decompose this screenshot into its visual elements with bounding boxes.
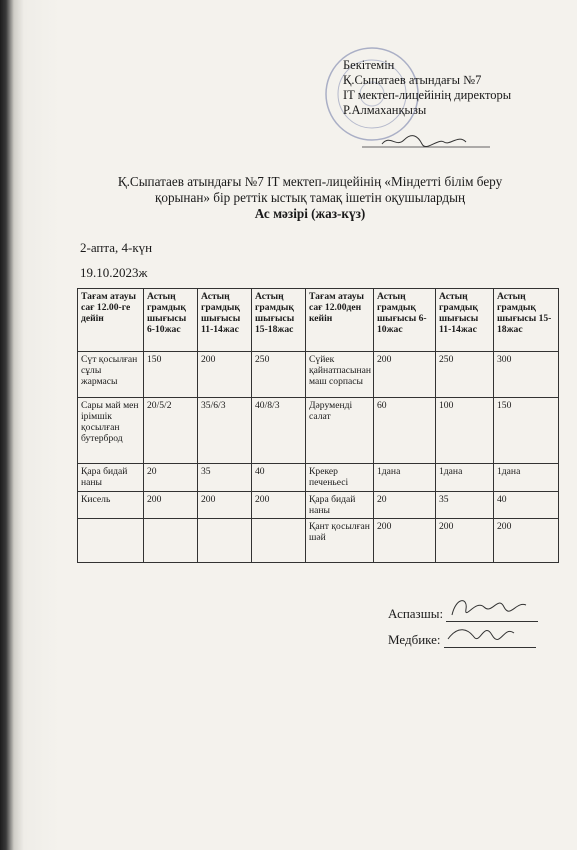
- table-cell: 40: [252, 464, 306, 492]
- table-cell: Сары май мен ірімшік қосылған бутерброд: [78, 398, 144, 464]
- table-row: [78, 398, 559, 464]
- nurse-signature-line: [444, 633, 536, 648]
- table-cell: 100: [436, 398, 494, 464]
- table-cell: 1дана: [494, 464, 559, 492]
- table-cell: [252, 519, 306, 563]
- table-cell: 200: [494, 519, 559, 563]
- table-cell: 200: [374, 519, 436, 563]
- table-cell: 20/5/2: [144, 398, 198, 464]
- table-cell: 40: [494, 492, 559, 519]
- header-cell: Астың грамдық шығысы 15-18жас: [252, 289, 306, 352]
- table-cell: 200: [144, 492, 198, 519]
- table-row: [78, 352, 559, 398]
- nurse-signature: [444, 619, 536, 647]
- table-cell: 1дана: [374, 464, 436, 492]
- menu-date: 19.10.2023ж: [80, 265, 148, 280]
- header-cell: Астың грамдық шығысы 6-10жас: [374, 289, 436, 352]
- table-cell: Қара бидай наны: [78, 464, 144, 492]
- approval-line-4: Р.Алмаханқызы: [343, 103, 427, 117]
- approval-line-3: IT мектеп-лицейінің директоры: [343, 88, 512, 102]
- table-cell: 20: [374, 492, 436, 519]
- header-cell: Тағам атауы сағ 12.00ден кейін: [306, 289, 374, 352]
- table-cell: 40/8/3: [252, 398, 306, 464]
- table-cell: 150: [494, 398, 559, 464]
- table-cell: 150: [144, 352, 198, 398]
- table-cell: 300: [494, 352, 559, 398]
- approval-line-2: Қ.Сыпатаев атындағы №7: [343, 73, 482, 87]
- table-row: [78, 464, 559, 492]
- approval-block: [343, 58, 543, 118]
- approval-line-1: Бекітемін: [343, 58, 395, 72]
- table-cell: 200: [198, 352, 252, 398]
- table-row: [78, 492, 559, 519]
- header-cell: Астың грамдық шығысы 6-10жас: [144, 289, 198, 352]
- cook-label: Аспазшы:: [388, 606, 444, 621]
- director-signature: [362, 130, 490, 152]
- table-cell: 35: [436, 492, 494, 519]
- table-header-row: [78, 289, 559, 352]
- header-cell: Тағам атауы сағ 12.00-ге дейін: [78, 289, 144, 352]
- table-cell: 35: [198, 464, 252, 492]
- table-cell: 200: [198, 492, 252, 519]
- document-title: [60, 174, 560, 222]
- table-cell: 20: [144, 464, 198, 492]
- title-line-3: Ас мәзірі (жаз-күз): [254, 206, 366, 221]
- table-cell: 200: [374, 352, 436, 398]
- table-cell: 200: [436, 519, 494, 563]
- table-cell: Кисель: [78, 492, 144, 519]
- table-cell: 35/6/3: [198, 398, 252, 464]
- table-cell: Қант қосылған шәй: [306, 519, 374, 563]
- table-row: [78, 519, 559, 563]
- table-cell: 250: [252, 352, 306, 398]
- table-cell: 200: [252, 492, 306, 519]
- table-cell: [144, 519, 198, 563]
- table-cell: Дәруменді салат: [306, 398, 374, 464]
- table-cell: 250: [436, 352, 494, 398]
- table-cell: Сүт қосылған сұлы жармасы: [78, 352, 144, 398]
- title-line-1: Қ.Сыпатаев атындағы №7 IT мектеп-лицейінің «Міндетті білім беру: [117, 174, 503, 189]
- header-cell: Астың грамдық шығысы 11-14жас: [436, 289, 494, 352]
- cook-signature: [446, 593, 538, 621]
- nurse-label: Медбике:: [388, 632, 441, 647]
- table-cell: Сүйек қайнатпасынан маш сорпасы: [306, 352, 374, 398]
- table-cell: [198, 519, 252, 563]
- header-cell: Астың грамдық шығысы 11-14жас: [198, 289, 252, 352]
- nurse-signature-block: [388, 632, 536, 648]
- table-cell: 60: [374, 398, 436, 464]
- table-cell: Қара бидай наны: [306, 492, 374, 519]
- table-cell: [78, 519, 144, 563]
- table-cell: Крекер печеньесі: [306, 464, 374, 492]
- table-cell: 1дана: [436, 464, 494, 492]
- title-line-2: қорынан» бір реттік ыстық тамақ ішетін оқушылардың: [154, 190, 466, 205]
- week-day: 2-апта, 4-күн: [80, 240, 153, 255]
- menu-table: [77, 288, 559, 563]
- header-cell: Астың грамдық шығысы 15-18жас: [494, 289, 559, 352]
